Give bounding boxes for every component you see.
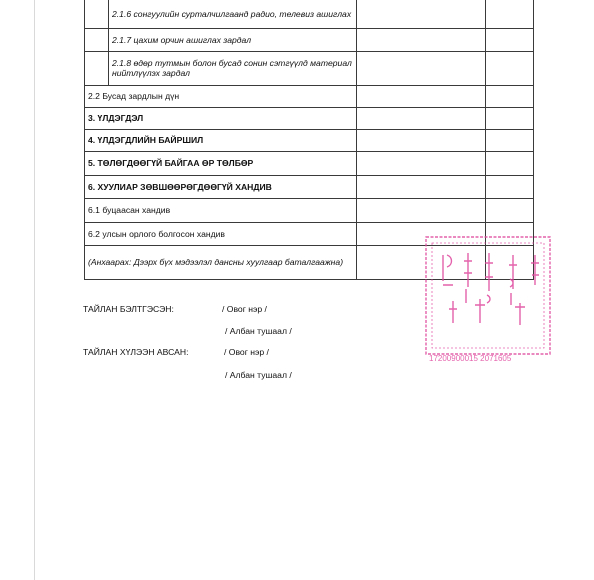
prepared-label: ТАЙЛАН БЭЛТГЭСЭН:	[83, 304, 174, 314]
row-label: 2.1.8 өдөр тутмын болон бусад сонин сэтгүүлд материал нийтлүүлэх зардал	[109, 51, 357, 85]
row-label: 4. ҮЛДЭГДЛИЙН БАЙРШИЛ	[85, 129, 357, 151]
page-margin-line	[34, 0, 35, 580]
table-row	[85, 107, 534, 129]
table-row	[85, 175, 534, 198]
row-label: 6.1 буцаасан хандив	[85, 198, 357, 222]
table-row	[85, 0, 534, 28]
received-label: ТАЙЛАН ХҮЛЭЭН АВСАН:	[83, 347, 189, 357]
table-row	[85, 28, 534, 51]
table-row	[85, 51, 534, 85]
row-label: 2.2 Бусад зардлын дүн	[85, 85, 357, 107]
stamp-number: 17200900015 2071605	[429, 354, 512, 363]
row-label: 2.1.6 сонгуулийн сурталчилгаанд радио, телевиз ашиглах	[109, 0, 357, 28]
row-label: 6. ХУУЛИАР ЗӨВШӨӨРӨГДӨӨГҮЙ ХАНДИВ	[85, 175, 357, 198]
table-row	[85, 198, 534, 222]
row-label: 3. ҮЛДЭГДЭЛ	[85, 107, 357, 129]
official-stamp	[423, 233, 554, 370]
received-position-field: / Албан тушаал /	[225, 370, 292, 380]
prepared-position-field: / Албан тушаал /	[225, 326, 292, 336]
table-row	[85, 85, 534, 107]
table-row	[85, 151, 534, 175]
received-name-field: / Овог нэр /	[224, 347, 269, 357]
row-label: 5. ТӨЛӨГДӨӨГҮЙ БАЙГАА ӨР ТӨЛБӨР	[85, 151, 357, 175]
row-label: 2.1.7 цахим орчин ашиглах зардал	[109, 28, 357, 51]
note-text: (Анхаарах: Дээрх бүх мэдээлэл дансны хуулгаар баталгаажна)	[85, 245, 357, 279]
row-label: 6.2 улсын орлого болгосон хандив	[85, 222, 357, 245]
table-row	[85, 129, 534, 151]
prepared-name-field: / Овог нэр /	[222, 304, 267, 314]
